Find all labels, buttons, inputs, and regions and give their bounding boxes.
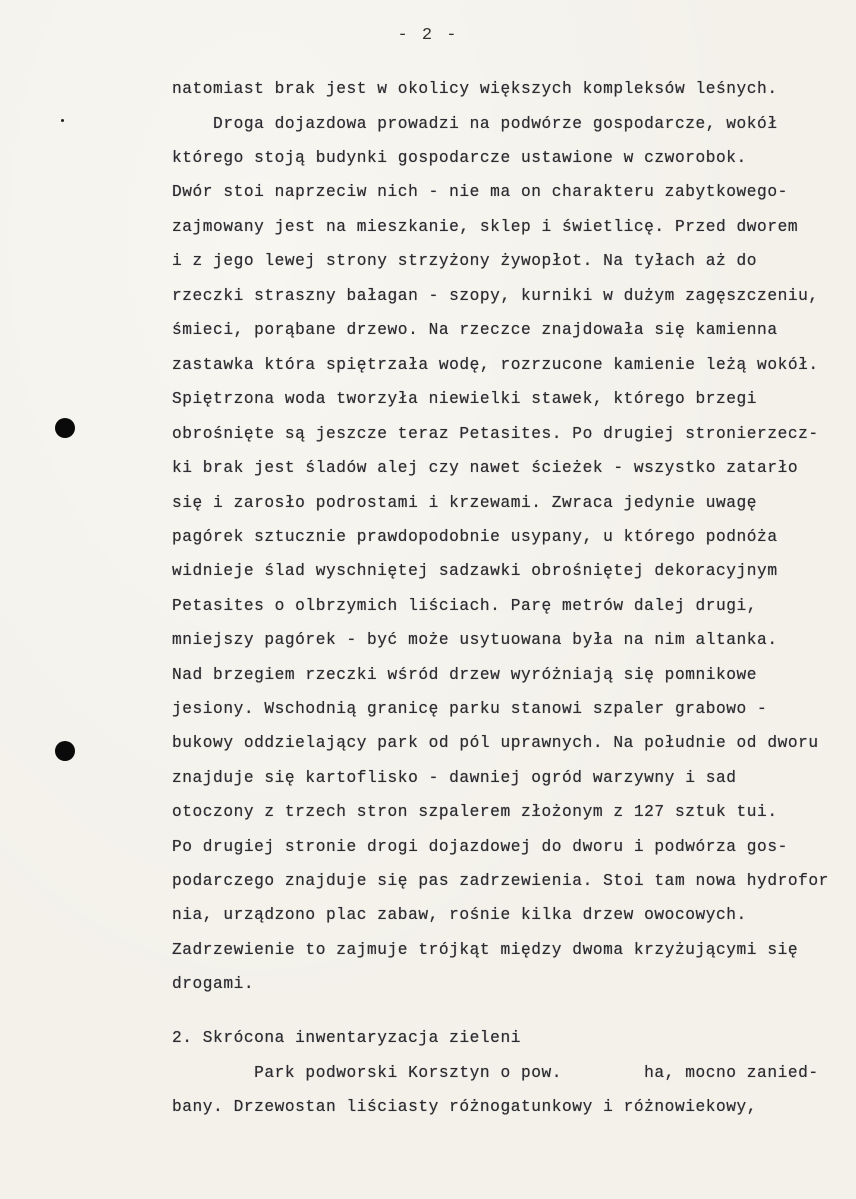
text-line: pagórek sztucznie prawdopodobnie usypany, u którego podnóża [172, 528, 778, 546]
text-line: Park podworski Korsztyn o pow. ha, mocno zanied- [172, 1064, 819, 1082]
punch-hole-lower [55, 741, 75, 761]
text-line: Nad brzegiem rzeczki wśród drzew wyróżniają się pomnikowe [172, 666, 758, 684]
text-line: podarczego znajduje się pas zadrzewienia. Stoi tam nowa hydrofor [172, 872, 829, 890]
text-line: obrośnięte są jeszcze teraz Petasites. Po drugiej stronierzecz- [172, 425, 819, 443]
text-line: zastawka która spiętrzała wodę, rozrzucone kamienie leżą wokół. [172, 356, 819, 374]
page-number: - 2 - [397, 26, 459, 45]
text-line: Zadrzewienie to zajmuje trójkąt między dwoma krzyżującymi się [172, 941, 799, 959]
text-line: rzeczki straszny bałagan - szopy, kurniki w dużym zagęszczeniu, [172, 287, 819, 305]
text-line: otoczony z trzech stron szpalerem złożonym z 127 sztuk tui. [172, 803, 778, 821]
text-line: nia, urządzono plac zabaw, rośnie kilka drzew owocowych. [172, 906, 747, 924]
text-line: mniejszy pagórek - być może usytuowana była na nim altanka. [172, 631, 778, 649]
text-line: się i zarosło podrostami i krzewami. Zwraca jedynie uwagę [172, 494, 758, 512]
text-line: Dwór stoi naprzeciw nich - nie ma on charakteru zabytkowego- [172, 183, 788, 201]
text-line: widnieje ślad wyschniętej sadzawki obrośniętej dekoracyjnym [172, 562, 778, 580]
text-line: bany. Drzewostan liściasty różnogatunkowy i różnowiekowy, [172, 1098, 758, 1116]
paper-speck [61, 119, 64, 122]
text-line: zajmowany jest na mieszkanie, sklep i świetlicę. Przed dworem [172, 218, 799, 236]
section-heading: 2. Skrócona inwentaryzacja zieleni [172, 1029, 521, 1047]
text-line: śmieci, porąbane drzewo. Na rzeczce znajdowała się kamienna [172, 321, 778, 339]
text-line: Petasites o olbrzymich liściach. Parę metrów dalej drugi, [172, 597, 758, 615]
text-line: którego stoją budynki gospodarcze ustawione w czworobok. [172, 149, 747, 167]
punch-hole-upper [55, 418, 75, 438]
text-line: i z jego lewej strony strzyżony żywopłot. Na tyłach aż do [172, 252, 758, 270]
text-line: znajduje się kartoflisko - dawniej ogród warzywny i sad [172, 769, 737, 787]
text-line: ki brak jest śladów alej czy nawet ścieżek - wszystko zatarło [172, 459, 799, 477]
text-line: bukowy oddzielający park od pól uprawnych. Na południe od dworu [172, 734, 819, 752]
text-line: drogami. [172, 975, 255, 993]
text-line: jesiony. Wschodnią granicę parku stanowi szpaler grabowo - [172, 700, 768, 718]
text-line: Po drugiej stronie drogi dojazdowej do dworu i podwórza gos- [172, 838, 788, 856]
text-line: Droga dojazdowa prowadzi na podwórze gospodarcze, wokół [172, 115, 778, 133]
text-line: Spiętrzona woda tworzyła niewielki stawek, którego brzegi [172, 390, 758, 408]
text-line: natomiast brak jest w okolicy większych kompleksów leśnych. [172, 80, 778, 98]
